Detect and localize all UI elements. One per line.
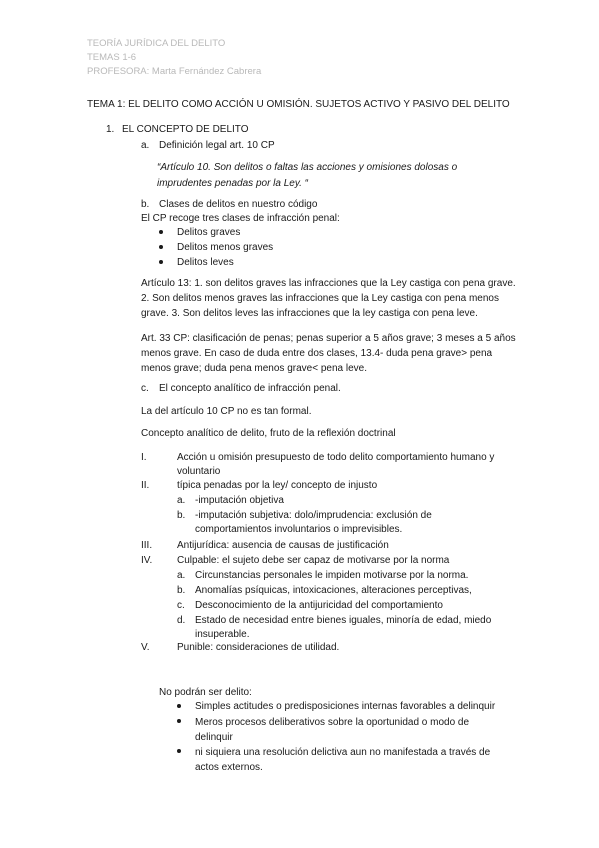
paragraph: El CP recoge tres clases de infracción penal: [141, 213, 340, 224]
course-title: TEORÍA JURÍDICA DEL DELITO [87, 38, 226, 49]
paragraph-article-33: Art. 33 CP: clasificación de penas; penas superior a 5 años grave; 3 meses a 5 años menos grave. En caso de duda entre dos clases, 13.4- duda pena grave> pena menos grave; duda pena menos grave< pena leve. [141, 333, 516, 374]
bullet-icon [177, 719, 181, 723]
sub-letter: d. [177, 615, 186, 626]
roman-numeral: III. [141, 540, 153, 551]
sub-item-text: -imputación objetiva [195, 495, 284, 506]
page-title: TEMA 1: EL DELITO COMO ACCIÓN U OMISIÓN. SUJETOS ACTIVO Y PASIVO DEL DELITO [87, 99, 510, 110]
sub-item-text: -imputación subjetiva: dolo/imprudencia: exclusión de comportamientos involuntarios o imprevisibles. [195, 510, 432, 535]
bullet-icon [159, 245, 163, 249]
list-item: Simples actitudes o predisposiciones internas favorables a delinquir [195, 701, 496, 712]
sub-item-text: Desconocimiento de la antijuricidad del comportamiento [195, 600, 443, 611]
sub-item-text: Estado de necesidad entre bienes iguales, minoría de edad, miedo insuperable. [195, 615, 492, 640]
sub-letter: a. [177, 495, 186, 506]
list-item: ni siquiera una resolución delictiva aun no manifestada a través de actos externos. [195, 747, 491, 773]
sub-letter: a. [177, 570, 186, 581]
list-item: Meros procesos deliberativos sobre la oportunidad o modo de delinquir [195, 717, 470, 743]
list-item-text: Definición legal art. 10 CP [159, 140, 275, 151]
roman-numeral: IV. [141, 555, 153, 566]
bullet-icon [159, 260, 163, 264]
course-professor: PROFESORA: Marta Fernández Cabrera [87, 66, 262, 77]
list-item-text: Clases de delitos en nuestro código [159, 199, 318, 210]
list-item: Delitos graves [177, 227, 241, 238]
bullet-icon [159, 230, 163, 234]
list-item: Delitos menos graves [177, 242, 274, 253]
bullet-icon [177, 749, 181, 753]
sub-letter: b. [177, 510, 186, 521]
list-letter: c. [141, 383, 149, 394]
course-topics: TEMAS 1-6 [87, 52, 137, 63]
roman-item-text: Acción u omisión presupuesto de todo delito comportamiento humano y voluntario [177, 452, 495, 477]
sub-item-text: Anomalías psíquicas, intoxicaciones, alteraciones perceptivas, [195, 585, 472, 596]
list-letter: a. [141, 140, 150, 151]
paragraph-article-13: Artículo 13: 1. son delitos graves las infracciones que la Ley castiga con pena grave. 2. Son delitos menos graves las infracciones que la Ley castiga con pena menos grave. 3. Son delitos leves las infracciones que la ley castiga con pena leve. [141, 278, 516, 319]
roman-item-text: Punible: consideraciones de utilidad. [177, 642, 340, 653]
paragraph: La del artículo 10 CP no es tan formal. [141, 406, 312, 417]
sub-item-text: Circunstancias personales le impiden motivarse por la norma. [195, 570, 469, 581]
paragraph: Concepto analítico de delito, fruto de la reflexión doctrinal [141, 428, 396, 439]
section-heading: EL CONCEPTO DE DELITO [122, 124, 249, 135]
roman-numeral: V. [141, 642, 150, 653]
sub-letter: b. [177, 585, 186, 596]
roman-numeral: I. [141, 452, 147, 463]
sub-letter: c. [177, 600, 185, 611]
list-item: Delitos leves [177, 257, 234, 268]
list-letter: b. [141, 199, 150, 210]
roman-item-text: Culpable: el sujeto debe ser capaz de motivarse por la norma [177, 555, 450, 566]
roman-numeral: II. [141, 480, 150, 491]
roman-item-text: Antijurídica: ausencia de causas de justificación [177, 540, 389, 551]
paragraph: No podrán ser delito: [159, 687, 252, 698]
bullet-icon [177, 704, 181, 708]
roman-item-text: típica penadas por la ley/ concepto de injusto [177, 480, 378, 491]
list-item-text: El concepto analítico de infracción penal. [159, 383, 341, 394]
section-number: 1. [106, 124, 115, 135]
quote-article-10: “Artículo 10. Son delitos o faltas las acciones y omisiones dolosas o imprudentes penadas por la Ley. “ [157, 162, 458, 189]
